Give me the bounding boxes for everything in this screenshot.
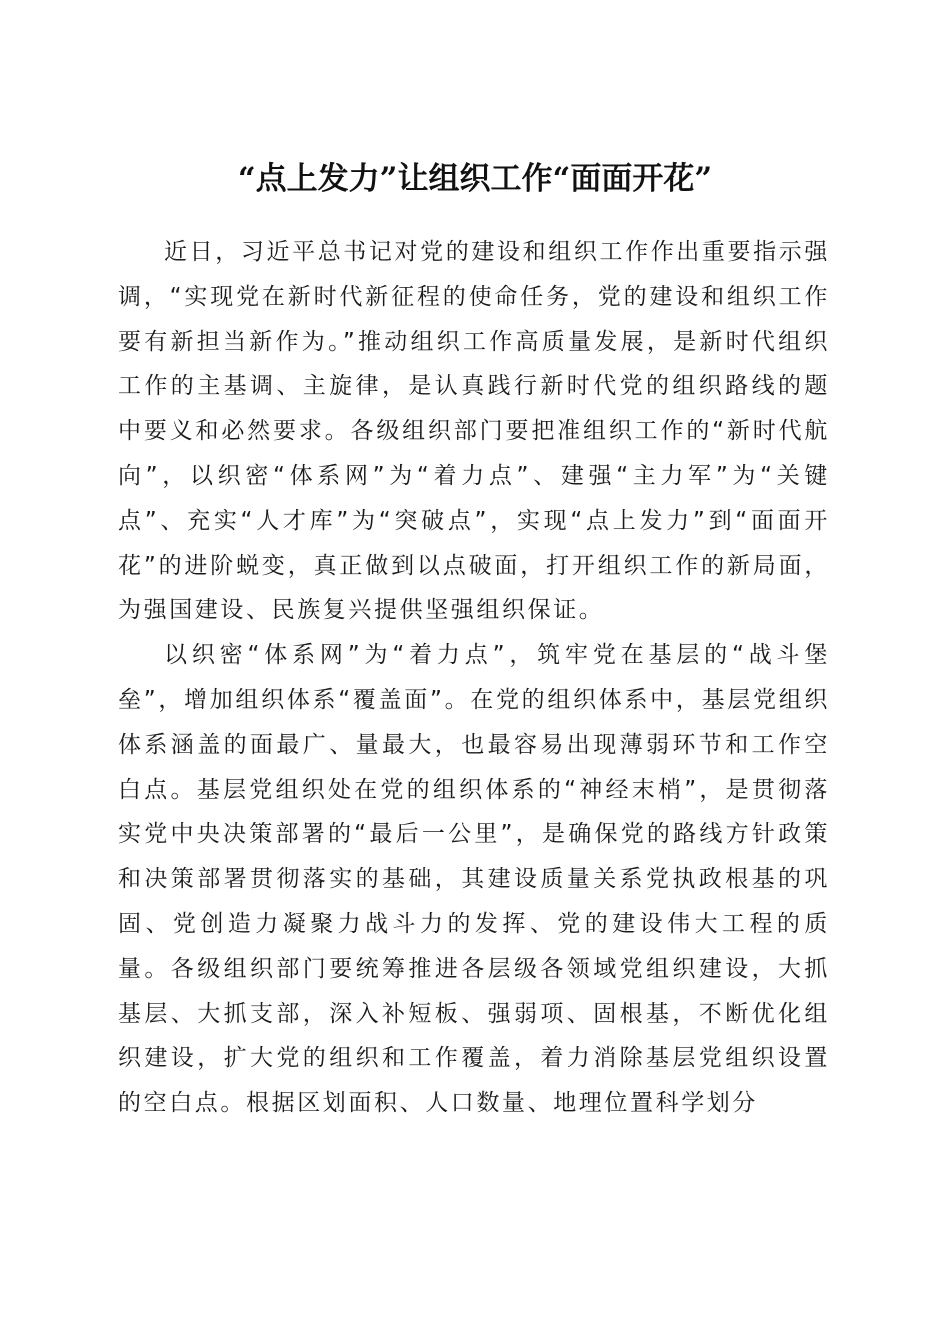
paragraph-system-network: 以织密“体系网”为“着力点”，筑牢党在基层的“战斗堡垒”，增加组织体系“覆盖面”。在党的组织体系中，基层党组织体系涵盖的面最广、量最大，也最容易出现薄弱环节和工作空白点。基层党组织处在党的组织体系的“神经末梢”，是贯彻落实党中央决策部署的“最后一公里”，是确保党的路线方针政策和决策部署贯彻落实的基础，其建设质量关系党执政根基的巩固、党创造力凝聚力战斗力的发挥、党的建设伟大工程的质量。各级组织部门要统筹推进各层级各领域党组织建设，大抓基层、大抓支部，深入补短板、强弱项、固根基，不断优化组织建设，扩大党的组织和工作覆盖，着力消除基层党组织设置的空白点。根据区划面积、人口数量、地理位置科学划分 (118, 642, 830, 1117)
document-body (118, 230, 830, 1126)
paragraph-intro: 近日，习近平总书记对党的建设和组织工作作出重要指示强调，“实现党在新时代新征程的使命任务，党的建设和组织工作要有新担当新作为。”推动组织工作高质量发展，是新时代组织工作的主基调、主旋律，是认真践行新时代党的组织路线的题中要义和必然要求。各级组织部门要把准组织工作的“新时代航向”，以织密“体系网”为“着力点”、建强“主力军”为“关键点”、充实“人才库”为“突破点”，实现“点上发力”到“面面开花”的进阶蜕变，真正做到以点破面，打开组织工作的新局面，为强国建设、民族复兴提供坚强组织保证。 (118, 239, 830, 624)
document-title: “点上发力”让组织工作“面面开花” (237, 160, 713, 197)
